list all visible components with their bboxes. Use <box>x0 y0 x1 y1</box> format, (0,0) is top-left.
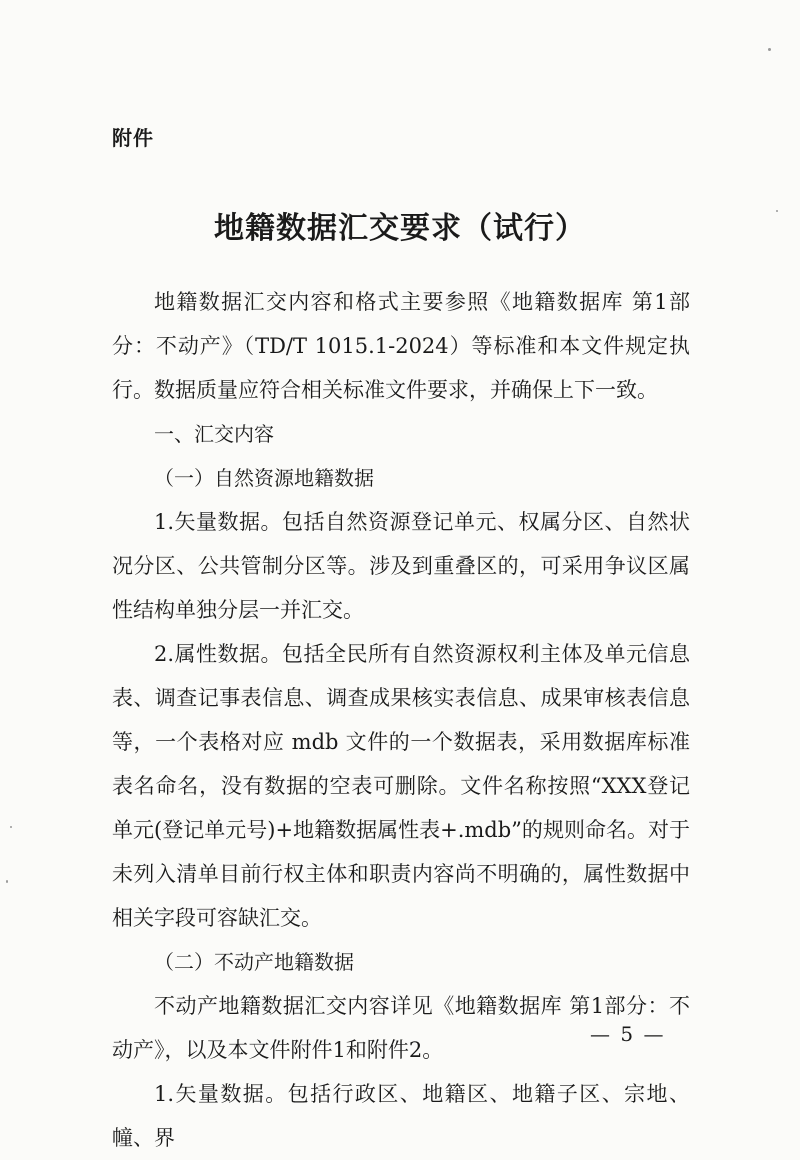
scan-speck <box>10 826 12 828</box>
scan-speck <box>6 880 8 883</box>
page-number: — 5 — <box>590 1022 666 1046</box>
document-title: 地籍数据汇交要求（试行） <box>214 211 586 246</box>
paragraph-attribute-data: 2.属性数据。包括全民所有自然资源权利主体及单元信息表、调查记事表信息、调查成果核实表信息、成果审核表信息等，一个表格对应 mdb 文件的一个数据表，采用数据库标准表名命名，没有数据的空表可删除。文件名称按照“XXX登记单元(登记单元号)+地籍数据属性表+.mdb”的规则命名。对于未列入清单目前行权主体和职责内容尚不明确的，属性数据中相关字段可容缺汇交。 <box>112 642 690 930</box>
scan-speck <box>768 48 771 51</box>
paragraph-vector-data-2: 1.矢量数据。包括行政区、地籍区、地籍子区、宗地、幢、界 <box>112 1082 690 1150</box>
scan-speck <box>776 210 778 212</box>
section-heading-content: 一、汇交内容 <box>154 422 274 446</box>
attachment-label: 附件 <box>112 126 154 150</box>
subsection-heading-real-estate: （二）不动产地籍数据 <box>154 950 354 974</box>
intro-paragraph: 地籍数据汇交内容和格式主要参照《地籍数据库 第1部分：不动产》（TD/T 1015.1-2024）等标准和本文件规定执行。数据质量应符合相关标准文件要求，并确保上下一致。 <box>112 290 690 402</box>
paragraph-vector-data-1: 1.矢量数据。包括自然资源登记单元、权属分区、自然状况分区、公共管制分区等。涉及到重叠区的，可采用争议区属性结构单独分层一并汇交。 <box>112 510 690 622</box>
subsection-heading-natural-resources: （一）自然资源地籍数据 <box>154 466 374 490</box>
paragraph-real-estate-content: 不动产地籍数据汇交内容详见《地籍数据库 第1部分：不动产》，以及本文件附件1和附件2。 <box>112 994 690 1062</box>
